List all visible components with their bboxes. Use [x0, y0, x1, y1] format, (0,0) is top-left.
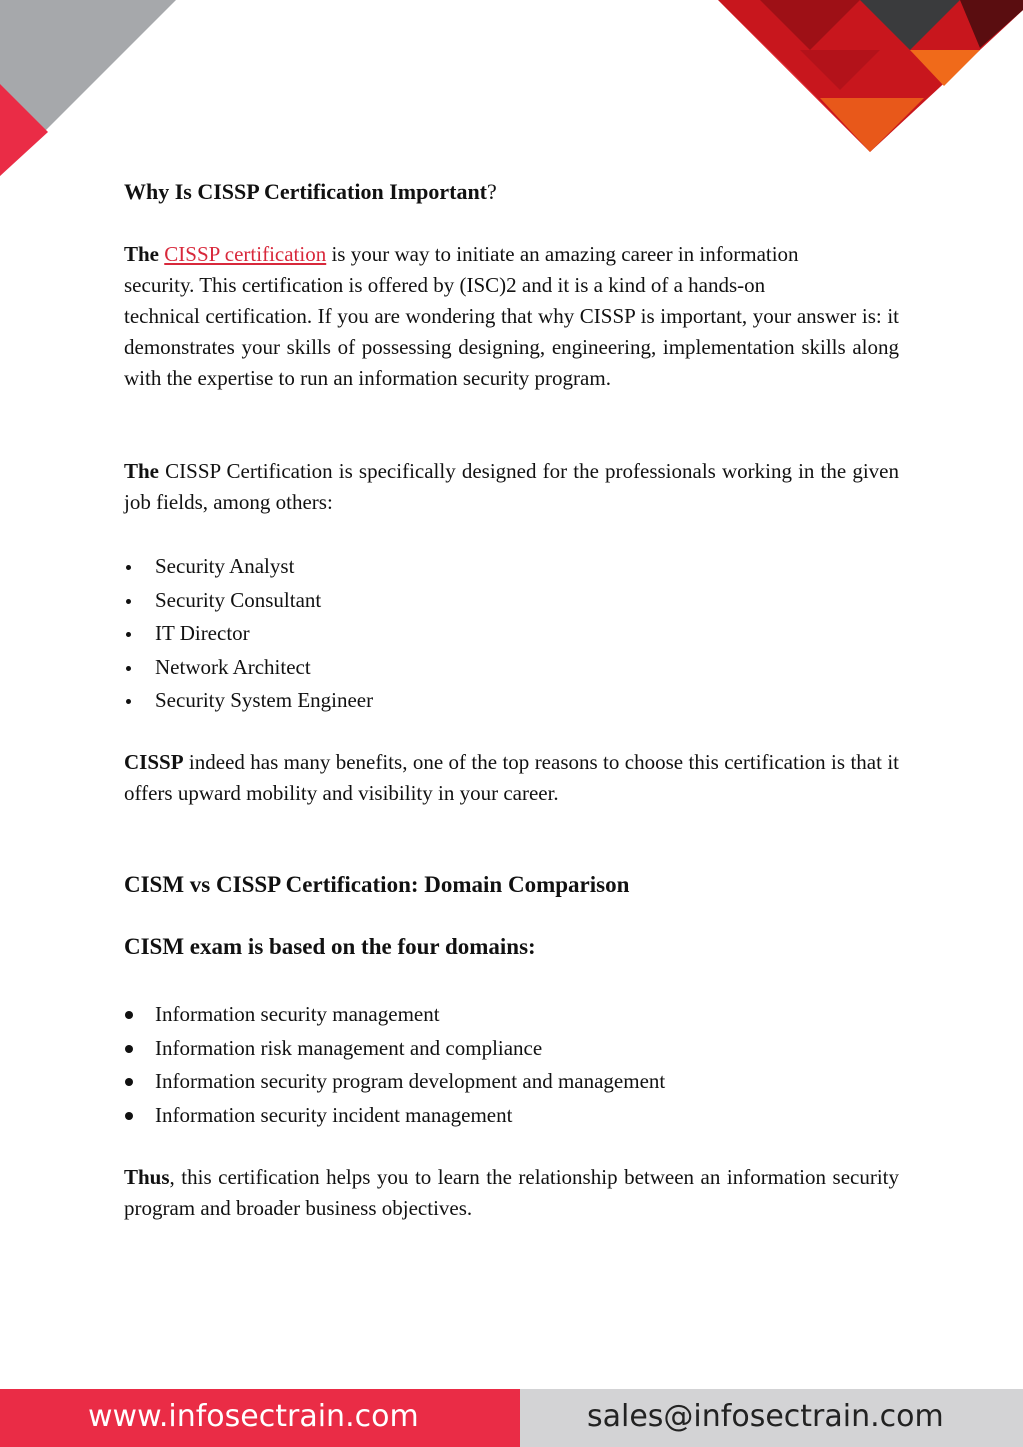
title-text: Why Is CISSP Certification Important — [124, 179, 488, 204]
paragraph-cissp-intro — [124, 239, 899, 394]
list-item: Security Consultant — [124, 584, 373, 618]
list-item: Network Architect — [124, 651, 373, 685]
paragraph-text: indeed has many benefits, one of the top reasons to choose this certification is that it offers upward mobility and visibility in your career. — [124, 750, 899, 805]
paragraph-lead: The — [124, 459, 160, 483]
footer-website-link[interactable]: www.infosectrain.com — [0, 1389, 520, 1447]
paragraph-text: is your way to initiate an amazing career in information — [326, 242, 799, 266]
section-subtitle-cism-domains: CISM exam is based on the four domains: — [124, 934, 536, 959]
list-item: Security Analyst — [124, 550, 373, 584]
paragraph-lead: Thus — [124, 1165, 170, 1189]
list-item: Information security program development and management — [124, 1065, 665, 1099]
cissp-certification-link[interactable]: CISSP certification — [164, 242, 327, 266]
paragraph-text-line2: security. This certification is offered by (ISC)2 and it is a kind of a hands-on — [124, 273, 766, 297]
list-item: Information security incident management — [124, 1099, 665, 1133]
cism-domains-list — [124, 998, 665, 1132]
list-item: Security System Engineer — [124, 684, 373, 718]
section-title-domain-comparison: CISM vs CISSP Certification: Domain Comparison — [124, 872, 630, 897]
list-item: IT Director — [124, 617, 373, 651]
top-left-corner-decoration — [0, 0, 200, 190]
paragraph-text: , this certification helps you to learn the relationship between an information security program and broader business objectives. — [124, 1165, 899, 1220]
paragraph-lead: CISSP — [124, 750, 184, 774]
paragraph-lead: The — [124, 242, 160, 266]
list-item: Information risk management and compliance — [124, 1032, 665, 1066]
paragraph-cissp-designed — [124, 456, 899, 518]
paragraph-cism-summary — [124, 1162, 899, 1224]
paragraph-text-rest: technical certification. If you are wondering that why CISSP is important, your answer is: it demonstrates your skills of possessing designing, engineering, implementation skills along with the expertise to run an information security program. — [124, 304, 899, 390]
footer-bar — [0, 1389, 1023, 1447]
paragraph-text: CISSP Certification is specifically designed for the professionals working in the given job fields, among others: — [124, 459, 899, 514]
paragraph-cissp-benefits — [124, 747, 899, 809]
footer-email-link[interactable]: sales@infosectrain.com — [520, 1389, 1023, 1447]
list-item: Information security management — [124, 998, 665, 1032]
job-fields-list — [124, 550, 373, 718]
section-title-why-cissp — [124, 176, 497, 207]
title-question-mark: ? — [487, 179, 497, 204]
